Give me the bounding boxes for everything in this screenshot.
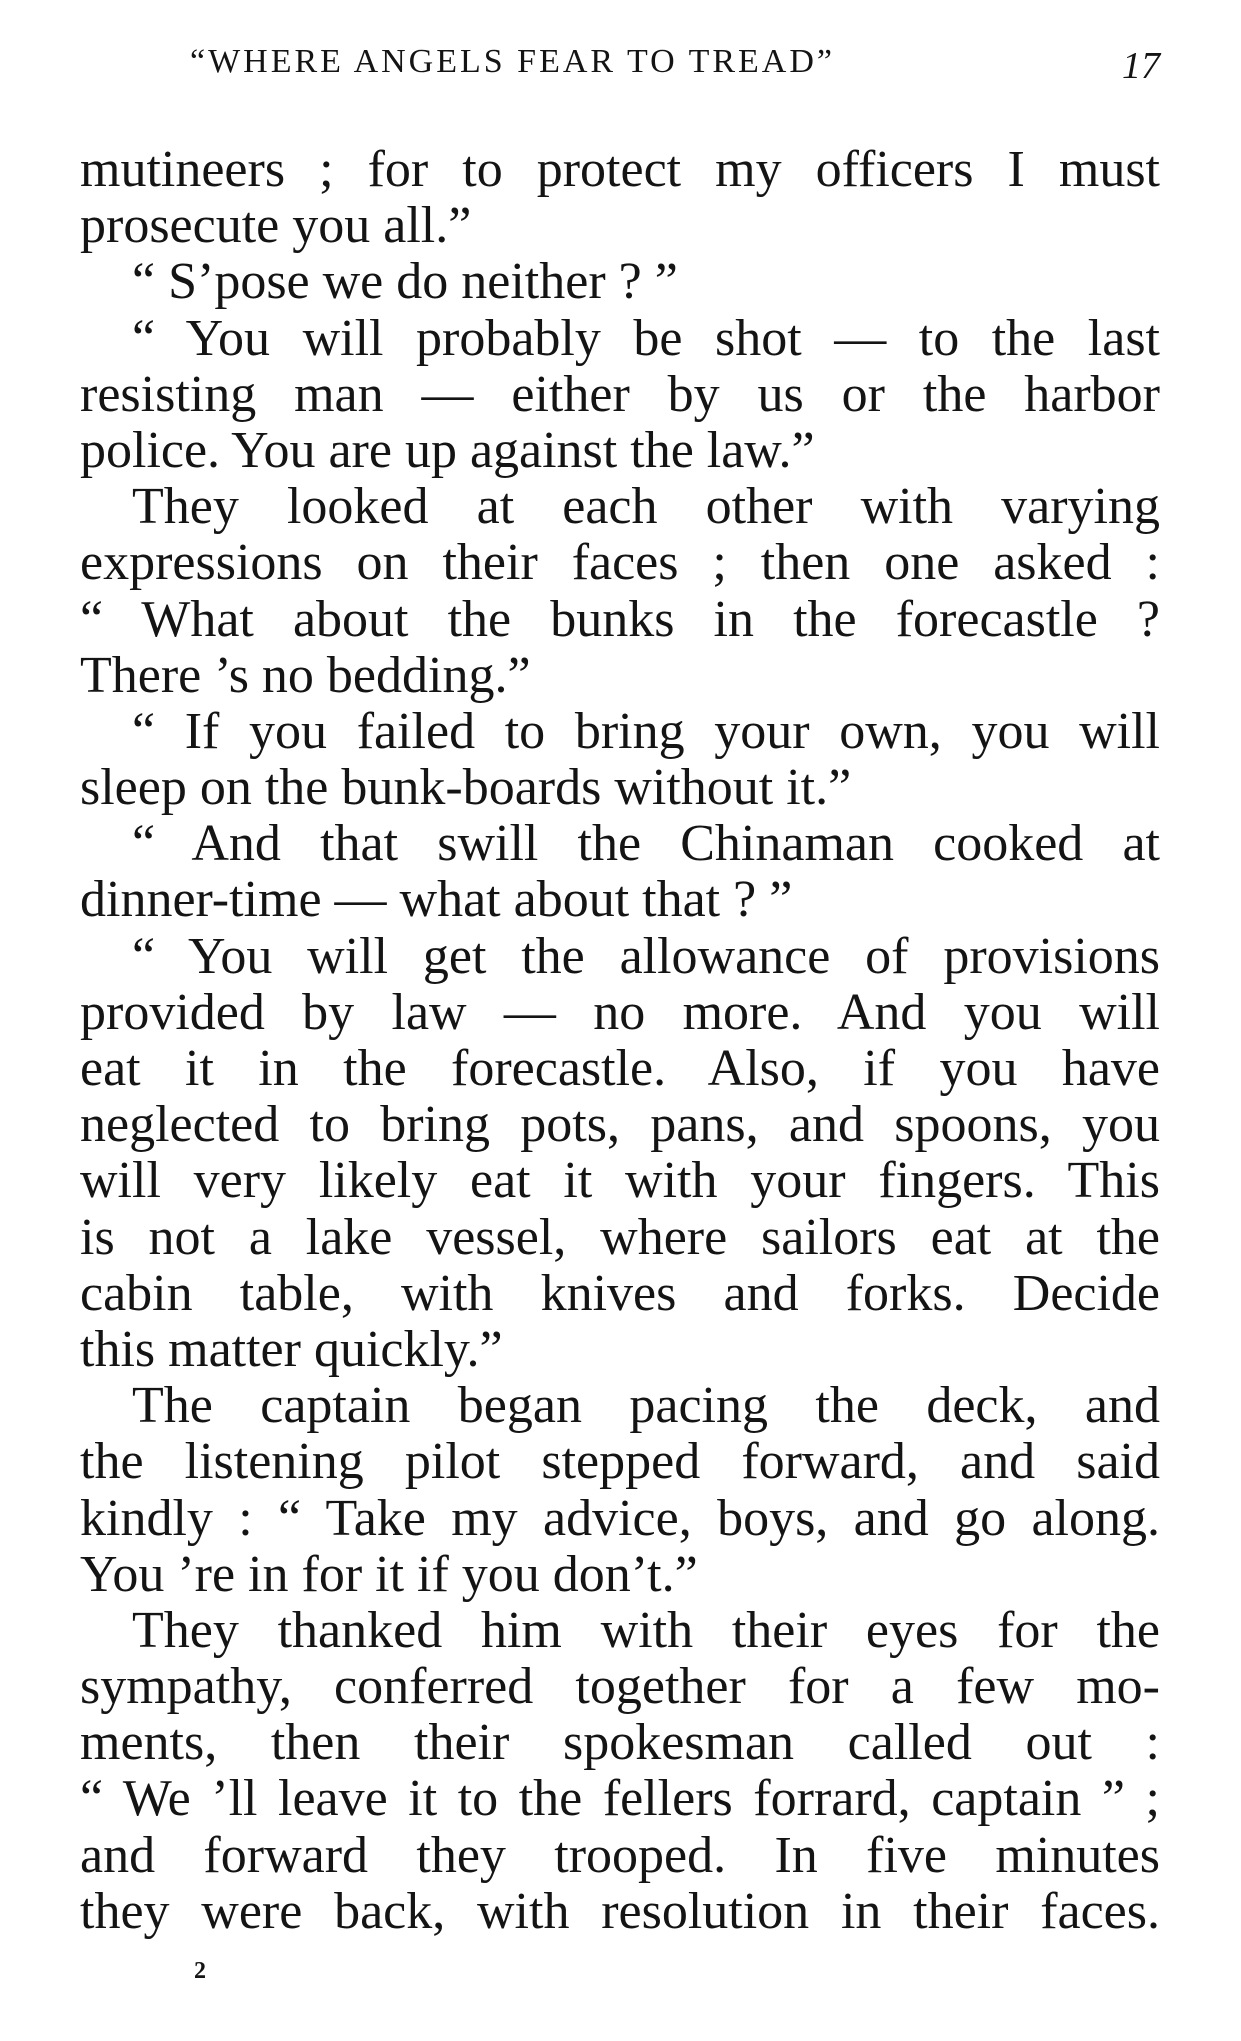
text-line: police. You are up against the law.” [80, 421, 815, 479]
signature-mark: 2 [194, 1958, 206, 1984]
running-title: “WHERE ANGELS FEAR TO TREAD” [190, 43, 835, 80]
text-line: You ’re in for it if you don’t.” [80, 1545, 698, 1603]
text-line: dinner-time — what about that ? ” [80, 871, 793, 929]
text-line: They looked at each other with varying [132, 478, 1160, 536]
text-line: the listening pilot stepped forward, and said [80, 1433, 1160, 1491]
text-line: is not a lake vessel, where sailors eat at the [80, 1208, 1160, 1266]
text-line: “ And that swill the Chinaman cooked at [132, 815, 1160, 873]
text-line: kindly : “ Take my advice, boys, and go along. [80, 1489, 1160, 1547]
text-line: “ You will probably be shot — to the last [132, 309, 1160, 367]
text-line: and forward they trooped. In five minutes [80, 1826, 1160, 1884]
text-line: neglected to bring pots, pans, and spoons, you [80, 1096, 1160, 1154]
text-line: mutineers ; for to protect my officers I must [80, 141, 1160, 198]
page-number: 17 [1122, 45, 1160, 87]
text-line: expressions on their faces ; then one asked : [80, 534, 1160, 592]
text-line: The captain began pacing the deck, and [132, 1377, 1160, 1435]
text-line: sleep on the bunk-boards without it.” [80, 759, 852, 817]
text-line: “ You will get the allowance of provisions [132, 927, 1160, 985]
text-line: “ If you failed to bring your own, you will [132, 702, 1160, 760]
text-line: ments, then their spokesman called out : [80, 1714, 1160, 1772]
text-line: provided by law — no more. And you will [80, 983, 1160, 1041]
text-line: They thanked him with their eyes for the [132, 1601, 1160, 1659]
text-line: “ S’pose we do neither ? ” [132, 253, 678, 311]
text-line: resisting man — either by us or the harbor [80, 365, 1160, 423]
text-line: they were back, with resolution in their faces. [80, 1882, 1160, 1940]
text-line: prosecute you all.” [80, 197, 472, 255]
text-line: “ What about the bunks in the forecastle ? [80, 590, 1160, 648]
text-line: There ’s no bedding.” [80, 646, 531, 704]
text-line: this matter quickly.” [80, 1320, 503, 1378]
text-line: “ We ’ll leave it to the fellers forrard, captain ” ; [80, 1770, 1160, 1828]
text-line: cabin table, with knives and forks. Decide [80, 1264, 1160, 1322]
text-line: will very likely eat it with your fingers. This [80, 1152, 1160, 1210]
body-text [80, 142, 1160, 1940]
text-line: eat it in the forecastle. Also, if you have [80, 1040, 1160, 1097]
text-line: sympathy, conferred together for a few mo- [80, 1658, 1160, 1716]
